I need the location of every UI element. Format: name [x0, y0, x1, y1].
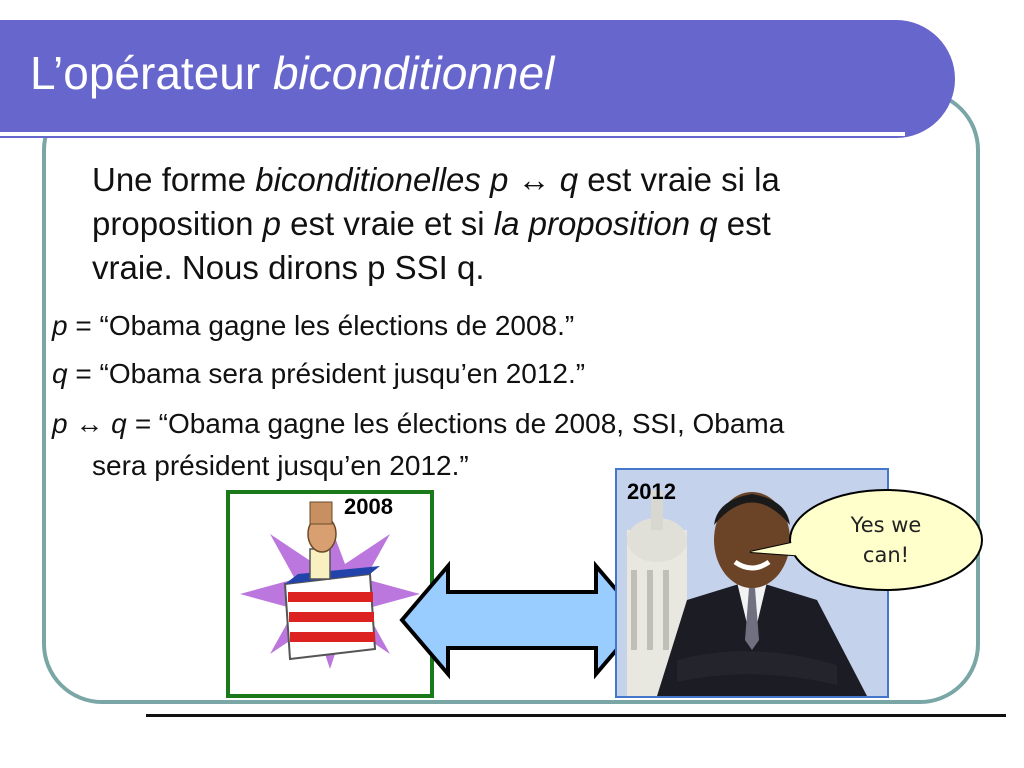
pq-text: “Obama gagne les élections de 2008, SSI, Obama [150, 408, 785, 439]
slide-title [30, 46, 554, 100]
pq-definition-cont [92, 446, 469, 486]
intro-line-1 [92, 158, 972, 202]
q-text: = “Obama sera président jusqu’en 2012.” [67, 358, 586, 389]
p-definition [52, 306, 574, 346]
year-2012-label: 2012 [627, 479, 676, 504]
intro-text-8: est vraie et si [290, 205, 485, 242]
intro-text-5: est vraie si la [587, 161, 780, 198]
intro-text-10: est [726, 205, 771, 242]
bubble-line-1: Yes we [850, 513, 922, 537]
pq-definition [52, 404, 784, 444]
title-italic: biconditionnel [272, 47, 555, 99]
bubble-line-2: can! [862, 543, 910, 567]
pq-var-q: q = [111, 408, 151, 439]
pq-text-2: sera président jusqu’en 2012.” [92, 450, 469, 481]
intro-var-q: q [559, 161, 579, 198]
bottom-rule [146, 714, 1006, 717]
intro-text-6: proposition [92, 205, 254, 242]
pq-var-p: p [52, 408, 68, 439]
q-definition [52, 354, 585, 394]
q-var: q [52, 358, 68, 389]
intro-paragraph [92, 158, 972, 290]
intro-text-11: vraie. Nous dirons p SSI q. [92, 249, 485, 286]
double-arrow-icon [398, 560, 646, 680]
p-text: = “Obama gagne les élections de 2008.” [67, 310, 575, 341]
intro-text-2: biconditionelles p [255, 161, 509, 198]
biconditional-arrow-symbol: ↔ [517, 161, 551, 198]
intro-line-2 [92, 202, 972, 246]
title-divider [0, 132, 905, 136]
speech-bubble-text [826, 510, 946, 570]
intro-var-p: p [262, 205, 281, 242]
intro-line-3 [92, 246, 972, 290]
title-main: L’opérateur [30, 47, 261, 99]
pq-arrow-symbol: ↔ [75, 408, 104, 439]
p-var: p [52, 310, 68, 341]
year-2008-label: 2008 [344, 494, 393, 519]
intro-text-9: la proposition q [493, 205, 718, 242]
intro-text-1: Une forme [92, 161, 247, 198]
